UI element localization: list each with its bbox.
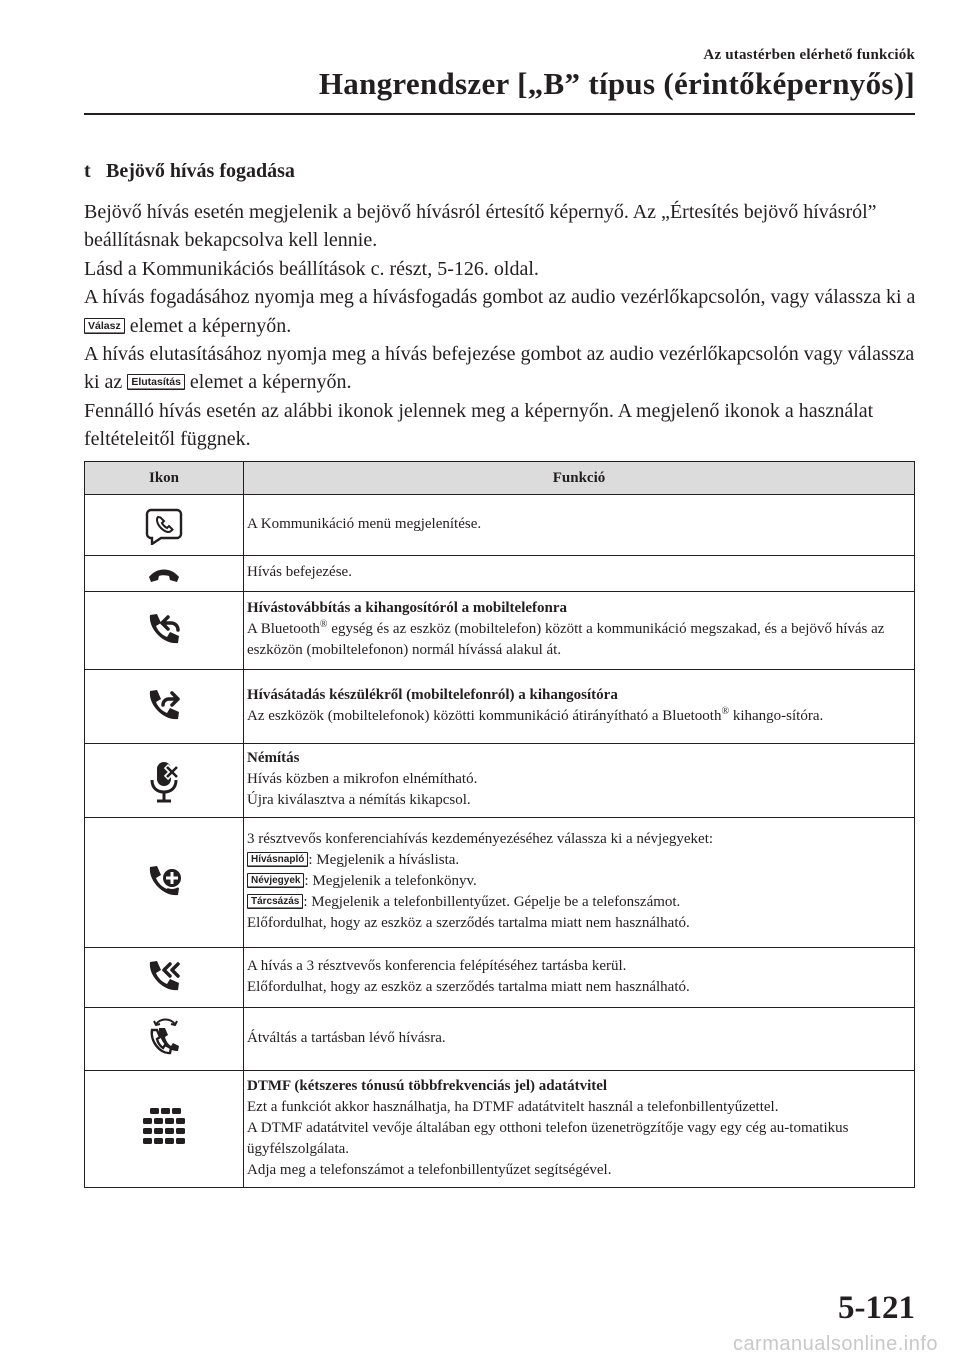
dtmf-keypad-icon (140, 1105, 188, 1153)
communication-menu-icon (144, 505, 184, 545)
table-row: Hívástovábbítás a kihangosítóról a mobiltelefonra A Bluetooth® egység és az eszköz (mobiltelefon) között a kommunikáció megszakad, és a bejövő hívás az eszközön (mobiltelefonon) normál hívássá alakul át. (85, 592, 915, 670)
reject-button-label: Elutasítás (127, 374, 185, 390)
table-row: Némítás Hívás közben a mikrofon elnémítható. Újra kiválasztva a némítás kikapcsol. (85, 744, 915, 818)
table-row: 3 résztvevős konferenciahívás kezdeményezéséhez válassza ki a névjegyeket: Hívásnapló : Megjelenik a híváslista. Névjegyek : Megjelenik a telefonkönyv. Tárcsázás : Megjelenik a telefonbillentyűzet. Gépelje be a telefonszámot. Előfordulhat, hogy az eszköz a szerződés tartalma miatt nem használható. (85, 818, 915, 948)
paragraph-5: Fennálló hívás esetén az alábbi ikonok jelennek meg a képernyőn. A megjelenő ikonok a használat feltételeitől függnek. (84, 399, 874, 451)
function-table (84, 461, 915, 1188)
section-marker: t (84, 160, 91, 182)
table-row: Hívásátadás készülékről (mobiltelefonról) a kihangosítóra Az eszközök (mobiltelefonok) közötti kommunikáció átirányítható a Bluetooth® kihango-sítóra. (85, 670, 915, 744)
table-row: Hívás befejezése. (85, 556, 915, 592)
body-text (84, 198, 919, 454)
table-header-row (85, 462, 915, 495)
table-row: DTMF (kétszeres tónusú többfrekvenciás jel) adatátvitel Ezt a funkciót akkor használhatja, ha DTMF adatátvitelt használ a telefonbillentyűzettel. A DTMF adatátvitel vevője általában egy otthoni telefon üzenetrögzítője vagy egy cég au-tomatikus ügyfélszolgálata. Adja meg a telefonszámot a telefonbillentyűzet segítségével. (85, 1071, 915, 1188)
dial-button-label: Tárcsázás (247, 894, 303, 909)
paragraph-3: A hívás fogadásához nyomja meg a hívásfogadás gombot az audio vezérlőkapcsolón, vagy válassza ki a Válasz elemet a képernyőn. (84, 286, 916, 337)
section-heading-text: Bejövő hívás fogadása (106, 160, 295, 182)
header-icon: Ikon (85, 462, 244, 495)
contacts-button-label: Névjegyek (247, 873, 304, 888)
page-number: 5-121 (838, 1290, 915, 1326)
mute-microphone-icon (147, 758, 181, 804)
header-function: Funkció (244, 462, 915, 495)
table-row: Átváltás a tartásban lévő hívásra. (85, 1008, 915, 1071)
paragraph-2: Lásd a Kommunikációs beállítások c. részt, 5-126. oldal. (84, 257, 539, 280)
answer-button-label: Válasz (84, 318, 125, 334)
paragraph-4: A hívás elutasításához nyomja meg a hívás befejezése gombot az audio vezérlőkapcsolón vagy válassza ki az Elutasítás elemet a képernyőn. (84, 343, 915, 394)
table-row: A Kommunikáció menü megjelenítése. (85, 495, 915, 556)
transfer-to-handsfree-icon (142, 685, 186, 729)
chapter-subtitle: Az utastérben elérhető funkciók (703, 47, 915, 63)
header-rule (84, 113, 915, 115)
section-heading (84, 160, 295, 183)
table-row: A hívás a 3 résztvevős konferencia felépítéséhez tartásba kerül. Előfordulhat, hogy az eszköz a szerződés tartalma miatt nem használható. (85, 948, 915, 1008)
call-log-button-label: Hívásnapló (247, 852, 308, 867)
add-call-icon (142, 861, 186, 905)
paragraph-1: Bejövő hívás esetén megjelenik a bejövő hívásról értesítő képernyő. Az „Értesítés bejövő hívásról” beállításnak bekapcsolva kell lennie. (84, 201, 877, 252)
end-call-icon (147, 565, 181, 583)
watermark: carmanualsonline.info (732, 1333, 938, 1355)
transfer-to-phone-icon (142, 609, 186, 653)
hold-call-icon (142, 956, 186, 1000)
chapter-title: Hangrendszer [„B” típus (érintőképernyős)] (318, 66, 915, 101)
swap-call-icon (142, 1016, 186, 1062)
